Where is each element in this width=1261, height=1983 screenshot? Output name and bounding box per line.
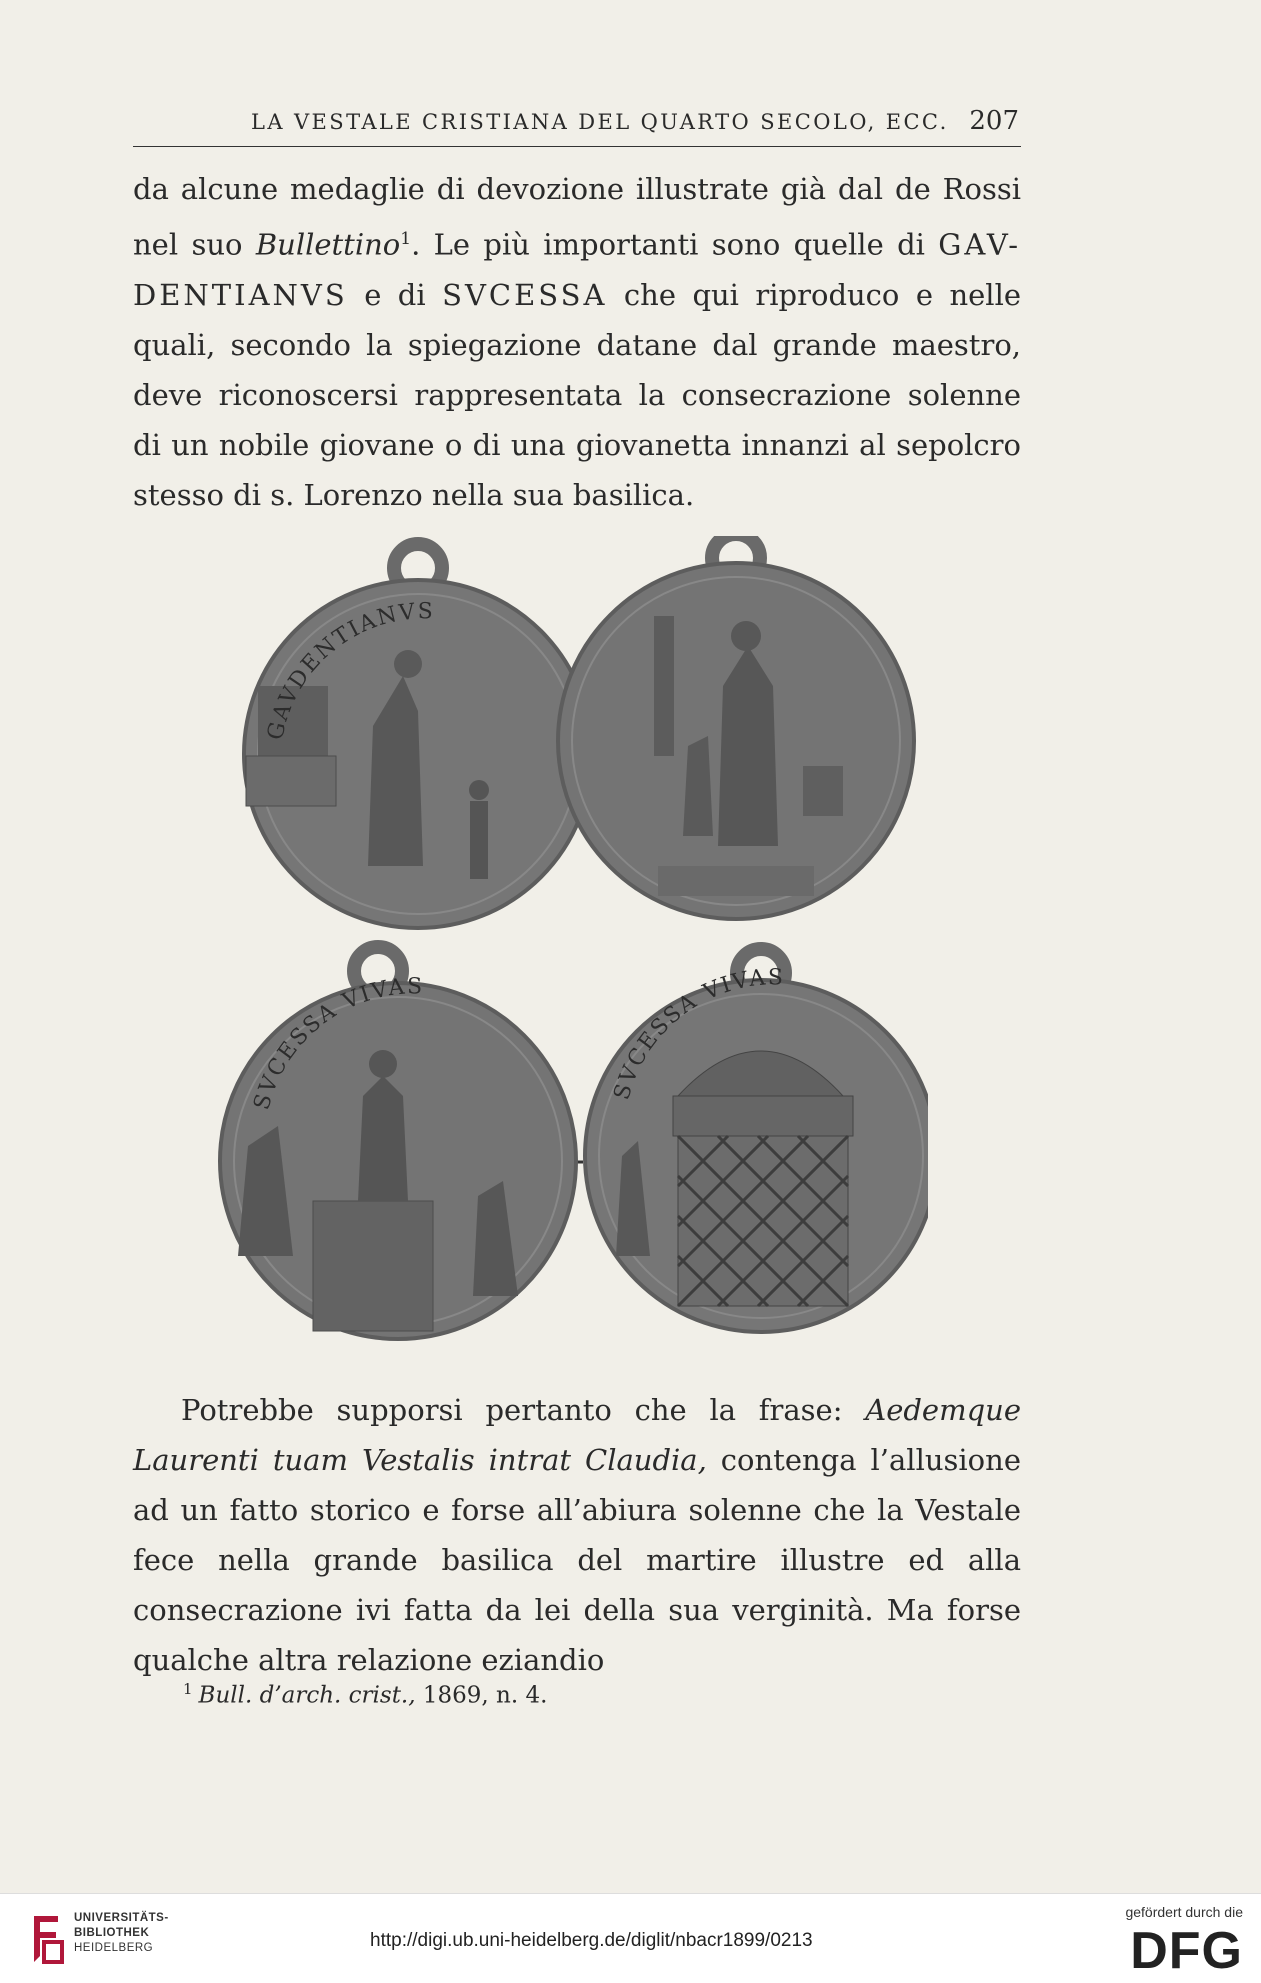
medal-sucessa-altar (220, 947, 576, 1339)
text-run: Potrebbe supporsi pertanto che la frase: (181, 1393, 866, 1427)
text-run: e di (347, 277, 443, 312)
medal-sucessa-shrine (585, 949, 928, 1332)
inscription-name-2: SVCESSA (442, 277, 608, 312)
svg-text:DFG: DFG (1130, 1922, 1243, 1974)
dfg-logo (1121, 1922, 1243, 1974)
running-head (133, 108, 1021, 147)
library-name-line1: UNIVERSITÄTS- (74, 1912, 169, 1924)
paragraph-1 (133, 164, 1021, 520)
medal-1-legend: GAVDENTIANVS (263, 599, 435, 743)
footnote-journal: Bull. d’arch. crist., (198, 1682, 416, 1709)
page-number: 207 (969, 106, 1019, 136)
library-name-line2: BIBLIOTHEK (74, 1927, 150, 1939)
footnote-ref: 1 (400, 229, 412, 249)
medals-illustration (218, 536, 928, 1346)
medal-gaudentianus (244, 544, 592, 928)
library-logo-icon (28, 1912, 68, 1966)
footnote-mark: 1 (183, 1680, 193, 1698)
text-run: da alcune medaglie di devozione illustrate già dal de Rossi nel suo (133, 172, 1021, 262)
footnote (183, 1680, 547, 1709)
running-title: LA VESTALE CRISTIANA DEL QUARTO SECOLO, ECC. (251, 110, 949, 134)
italic-quote: Aedemque Laurenti tuam Vestalis intrat Claudia, (133, 1393, 1021, 1477)
medal-4-legend: SVCESSA VIVAS (609, 965, 786, 1103)
footnote-text: 1869, n. 4. (415, 1682, 548, 1709)
permalink-url[interactable]: http://digi.ub.uni-heidelberg.de/diglit/nbacr1899/0213 (370, 1930, 813, 1951)
footer-bar (0, 1893, 1261, 1983)
inscription-name-1: GAV-DENTIANVS (133, 227, 1022, 312)
medal-3-legend: SVCESSA VIVAS (249, 974, 425, 1113)
text-run: che qui riproduco e nelle quali, secondo la spiegazione datane dal grande maestro, deve riconoscersi rappresentata la consecrazione solenne di un nobile giovane o di una giovanetta innanzi al sepolcro stesso di s. Lorenzo nella sua basilica. (133, 277, 1022, 512)
text-run: contenga l’allusione ad un fatto storico e forse all’abiura solenne che la Vestale fece nella grande basilica del martire illustre ed alla consecrazione ivi fatta da lei della sua verginità. Ma forse qualche altra relazione eziandio (133, 1443, 1021, 1677)
library-name-line3: HEIDELBERG (74, 1942, 154, 1954)
italic-title: Bullettino (255, 227, 401, 262)
medal-urbicus (558, 536, 914, 919)
text-run: . Le più importanti sono quelle di (411, 227, 939, 262)
paragraph-2 (133, 1385, 1021, 1685)
funded-by-label: gefördert durch die (1125, 1904, 1243, 1920)
